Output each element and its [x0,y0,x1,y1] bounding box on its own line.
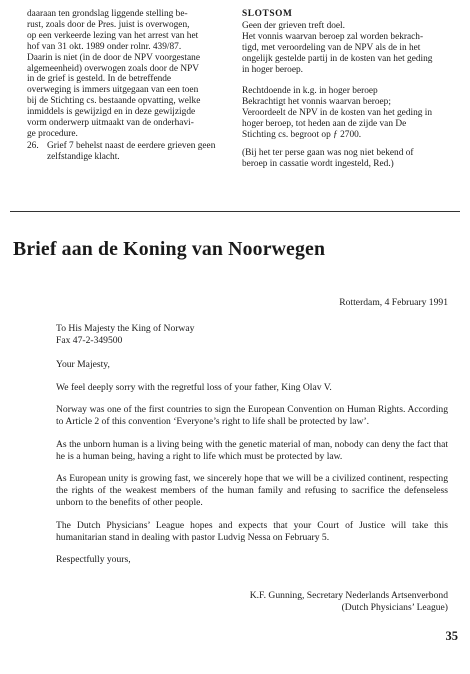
text-line: rust, zoals door de Pres. juist is overwogen, [27,19,190,30]
text-line: Rechtdoende in k.g. in hoger beroep [242,86,378,97]
text-line: Geen der grieven treft doel. [242,20,345,31]
text-line: Veroordeelt de NPV in de kosten van het geding in [242,108,433,119]
signature-name: K.F. Gunning, Secretary Nederlands Artsenverbond [249,590,448,601]
right-column [242,9,448,170]
letter-date: Rotterdam, 4 February 1991 [339,297,448,308]
letter-salutation: Your Majesty, [56,359,110,370]
left-column [27,9,234,163]
text-line: inmiddels is gewijzigd en in deze gewijzigde [27,107,196,118]
letter-address [56,323,448,347]
text-line: beroep in cassatie wordt ingesteld, Red.) [242,158,394,169]
text-line: daaraan ten grondslag liggende stelling be- [27,9,188,19]
text-line: hof van 31 okt. 1989 onder rolnr. 439/87. [27,41,182,52]
divider [10,211,460,212]
text-line: Bekrachtigt het vonnis waarvan beroep; [242,97,391,108]
article-title: Brief aan de Koning van Noorwegen [13,238,326,260]
text-line: overweging is immers uitgegaan van een toen [27,85,199,96]
letter-paragraph: We feel deeply sorry with the regretful loss of your father, King Olav V. [56,381,332,393]
letter-paragraph: As the unborn human is a living being with the genetic material of man, nobody can deny the fact that he is a human being, having a right to life which must be protected by law. [56,438,448,462]
item-number: 26. [27,140,39,151]
numbered-item-26 [27,141,234,163]
text-line: Daarin is niet (in de door de NPV voorgestane [27,52,200,63]
text-line: in de grief is gesteld. In de betreffende [27,74,172,85]
letter-paragraph: The Dutch Physicians’ League hopes and expects that your Court of Justice will take this humanitarian stand in dealing with pastor Ludvig Nessa on February 5. [56,519,448,543]
text-line: Grief 7 behelst naast de eerdere grieven geen [47,140,216,151]
text-line: in hoger beroep. [242,64,303,75]
text-line: vorm onderwerp uitmaakt van de onderhavi- [27,118,194,129]
address-line: To His Majesty the King of Norway [56,323,195,334]
text-line: bij de Stichting cs. bestaande opvatting, welke [27,96,201,107]
text-line: tigd, met veroordeling van de NPV als de in het [242,42,421,53]
signature-organization: (Dutch Physicians’ League) [341,602,448,613]
text-line: ge procedure. [27,128,78,139]
letter-paragraph: As European unity is growing fast, we sincerely hope that we will be a civilized continent, respecting the rights of the weakest members of the human family and refusing to sacrifice the defenseless unborn to the benefits of other people. [56,473,448,508]
conclusion-paragraph [242,21,448,76]
text-line: hoger beroep, tot heden aan de zijde van De [242,119,407,130]
letter-closing: Respectfully yours, [56,554,131,565]
ruling-paragraph [242,86,448,141]
item-text [47,141,234,163]
text-line: (Bij het ter perse gaan was nog niet bekend of [242,147,414,158]
page-number: 35 [445,629,458,643]
text-line: zelfstandige klacht. [47,151,120,162]
letter [56,297,448,614]
text-line: Stichting cs. begroot op ƒ 2700. [242,130,362,141]
letter-signature [56,590,448,614]
fax-number: Fax 47-2-349500 [56,335,123,346]
text-line: op een verkeerde lezing van het arrest van het [27,30,199,41]
letter-paragraph: Norway was one of the first countries to sign the European Convention on Human Rights. According to Article 2 of this convention ‘Everyone’s right to life shall be protected by law’. [56,404,448,427]
text-line: algemeenheid) overwogen zoals door de NPV [27,63,200,74]
intro-paragraph [27,9,234,140]
text-line: Het vonnis waarvan beroep zal worden bekrach- [242,31,424,42]
section-heading-slotsom: SLOTSOM [242,9,293,19]
editor-note [242,148,448,170]
text-line: ongelijk gestelde partij in de kosten van het geding [242,53,433,64]
